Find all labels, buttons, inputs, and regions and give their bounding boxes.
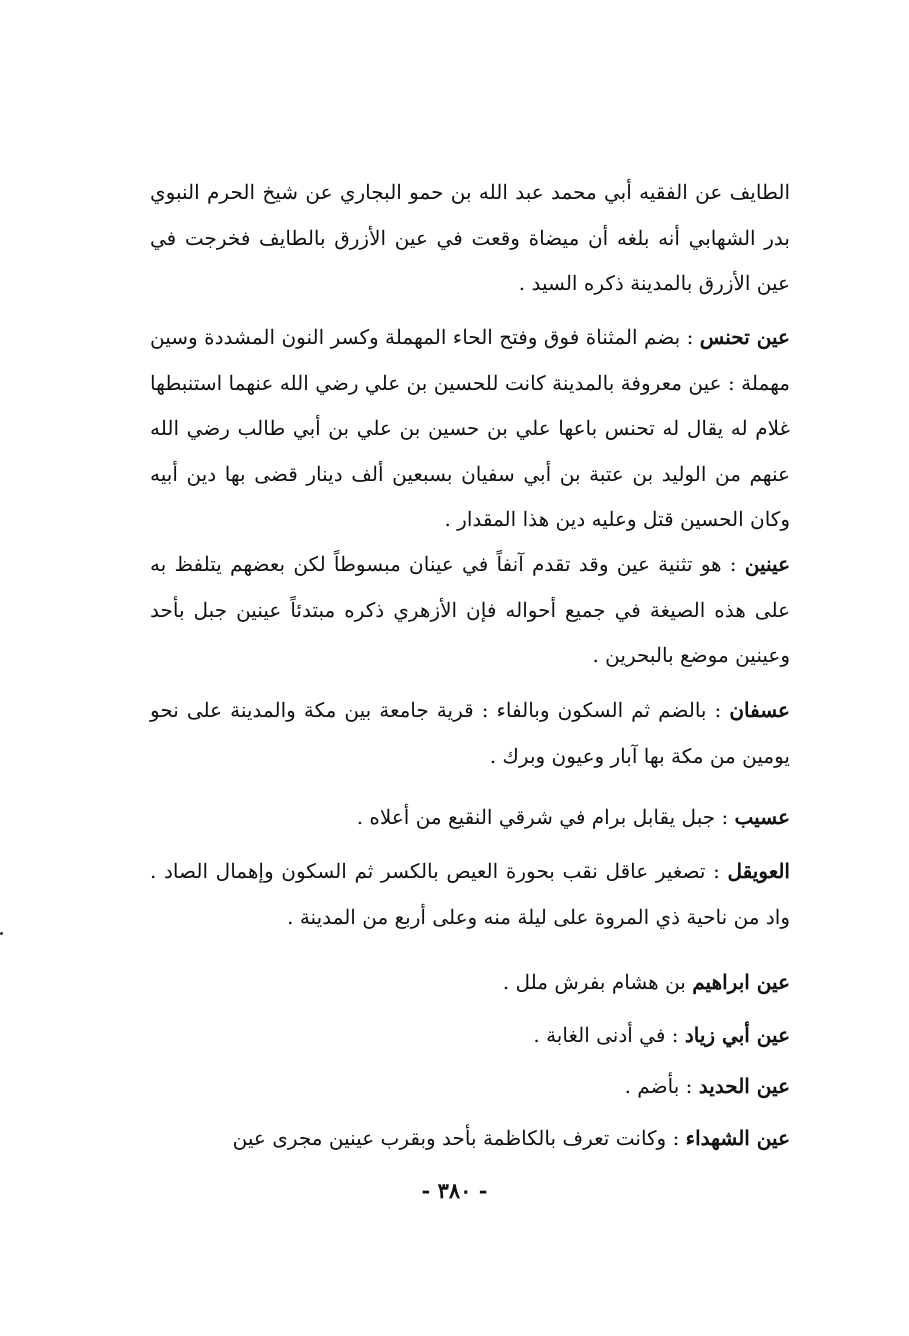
entry-text: : في أدنى الغابة . bbox=[533, 1023, 685, 1047]
entry-text: بن هشام بفرش ملل . bbox=[502, 970, 693, 994]
page-number: - ٣٨٠ - bbox=[421, 1178, 488, 1203]
entry-heading: عين الحديد bbox=[698, 1074, 790, 1098]
entry-heading: عينين bbox=[744, 552, 790, 576]
entry-heading: عين ابراهيم bbox=[692, 970, 790, 994]
scan-speck bbox=[0, 932, 3, 935]
entry-heading: العويقل bbox=[727, 859, 790, 883]
entry-heading: عسفان bbox=[729, 698, 790, 722]
entry-text: الطايف عن الفقيه أبي محمد عبد الله بن حمو البجاري عن شيخ الحرم النبوي بدر الشهابي أنه بلغه أن ميضاة وقعت في عين الأزرق بالطايف فخرجت في عين الأزرق بالمدينة ذكره السيد . bbox=[150, 180, 790, 295]
entry-heading: عين الشهداء bbox=[685, 1126, 790, 1150]
paragraph-ayn-al-hadid bbox=[150, 1064, 790, 1110]
paragraph-ayn-ibrahim bbox=[150, 960, 790, 1006]
entry-heading: عسيب bbox=[734, 805, 790, 829]
paragraph-ayn-abi-ziyad bbox=[150, 1013, 790, 1059]
paragraph-aynayn bbox=[150, 542, 790, 679]
entry-text: : جبل يقابل برام في شرقي النقيع من أعلاه . bbox=[356, 805, 735, 829]
entry-text: : بضم المثناة فوق وفتح الحاء المهملة وكسر النون المشددة وسين مهملة : عين معروفة بالمدينة كانت للحسين بن علي رضي الله عنهما استنبطها غلام له يقال له تحنس باعها علي بن حسين بن علي بن أبي طالب رضي الله عنهم من الوليد بن عتبة بن أبي سفيان بسبعين ألف دينار قضى بها دين أبيه وكان الحسين قتل وعليه دين هذا المقدار . bbox=[150, 325, 790, 531]
entry-text: : وكانت تعرف بالكاظمة بأحد وبقرب عينين مجرى عين bbox=[232, 1126, 686, 1150]
paragraph-ayn-al-shuhada bbox=[150, 1116, 790, 1162]
paragraph-ayn-tahnas bbox=[150, 315, 790, 543]
entry-text: : هو تثنية عين وقد تقدم آنفاً في عينان مبسوطاً لكن بعضهم يتلفظ به على هذه الصيغة في جميع أحواله فإن الأزهري ذكره مبتدئاً عينين جبل بأحد وعينين موضع بالبحرين . bbox=[150, 552, 790, 667]
paragraph-1 bbox=[150, 170, 790, 307]
entry-text: : بالضم ثم السكون وبالفاء : قرية جامعة بين مكة والمدينة على نحو يومين من مكة بها آبار وعيون وبرك . bbox=[150, 698, 790, 768]
paragraph-usfan bbox=[150, 688, 790, 779]
entry-text: : بأضم . bbox=[624, 1074, 699, 1098]
entry-heading: عين تحنس bbox=[699, 325, 790, 349]
paragraph-asib bbox=[150, 795, 790, 841]
paragraph-uwayqil bbox=[150, 849, 790, 940]
entry-text: : تصغير عاقل نقب بحورة العيص بالكسر ثم السكون وإهمال الصاد . واد من ناحية ذي المروة على ليلة منه وعلى أربع من المدينة . bbox=[150, 859, 790, 929]
entry-heading: عين أبي زياد bbox=[684, 1023, 790, 1047]
